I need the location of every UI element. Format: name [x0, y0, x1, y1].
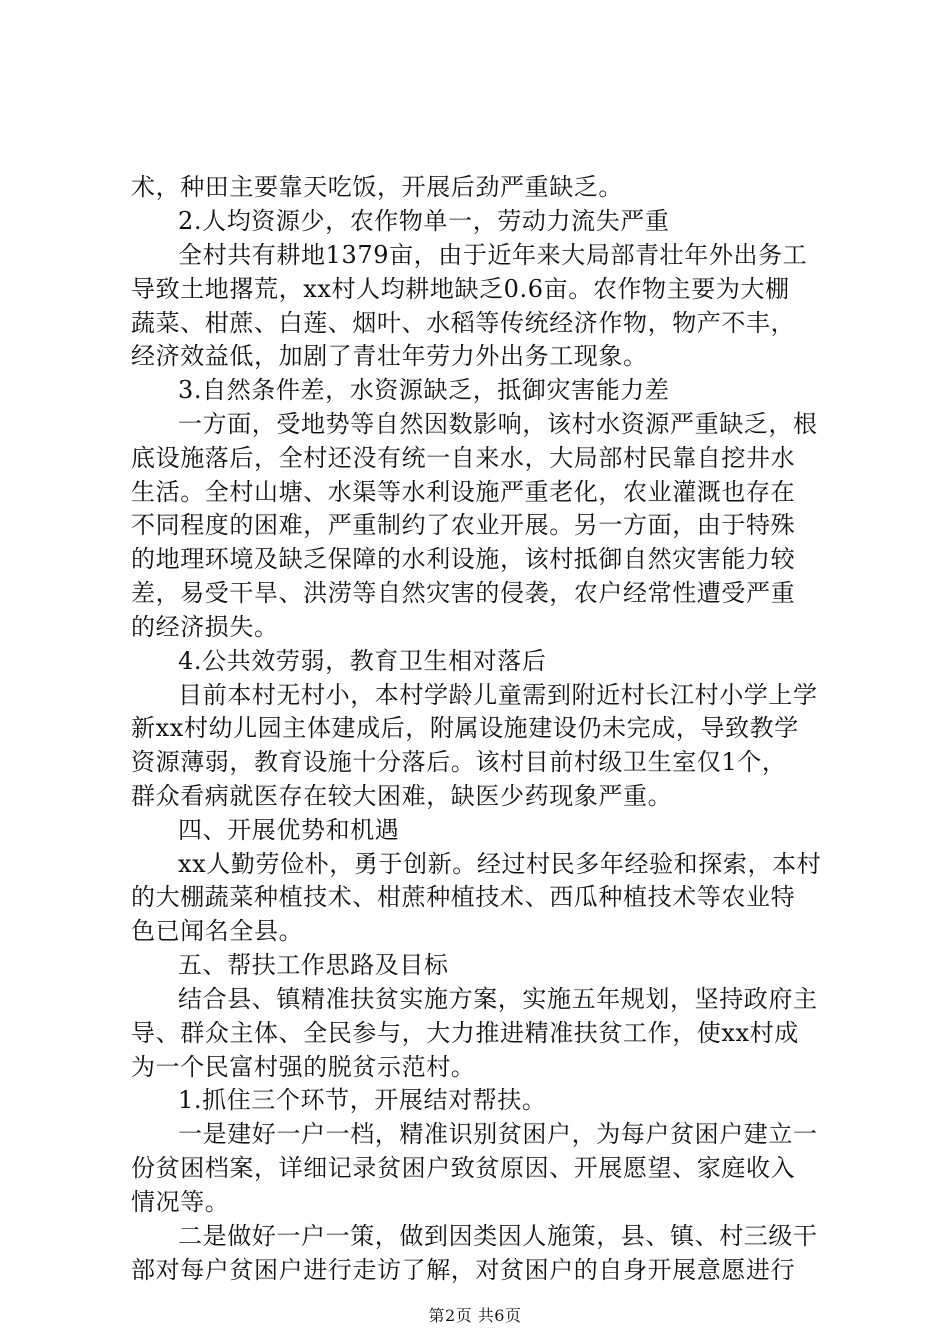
text-line: 导致土地撂荒，xx村人均耕地缺乏0.6亩。农作物主要为大棚	[131, 275, 790, 303]
text-line: 目前本村无村小，本村学龄儿童需到附近村长江村小学上学	[178, 681, 818, 709]
text-line: 色已闻名全县。	[131, 917, 304, 945]
text-line: xx人勤劳俭朴，勇于创新。经过村民多年经验和探索，本村	[178, 850, 822, 878]
text-line: 术，种田主要靠天吃饭，开展后劲严重缺乏。	[131, 173, 623, 201]
text-line: 新xx村幼儿园主体建成后，附属设施建设仍未完成，导致教学	[131, 714, 799, 742]
section-heading: 五、帮扶工作思路及目标	[178, 951, 449, 979]
text-line: 二是做好一户一策，做到因类因人施策，县、镇、村三级干	[178, 1222, 818, 1250]
text-line: 群众看病就医存在较大困难，缺医少药现象严重。	[131, 782, 673, 810]
section-heading: 4.公共效劳弱，教育卫生相对落后	[178, 647, 547, 675]
page-number-footer: 第2页 共6页	[428, 1306, 522, 1325]
text-line: 蔬菜、柑蔗、白莲、烟叶、水稻等传统经济作物，物产不丰，	[131, 309, 796, 337]
text-line: 份贫困档案，详细记录贫困户致贫原因、开展愿望、家庭收入	[131, 1154, 796, 1182]
text-line: 资源薄弱，教育设施十分落后。该村目前村级卫生室仅1个，	[131, 748, 787, 776]
text-line: 的大棚蔬菜种植技术、柑蔗种植技术、西瓜种植技术等农业特	[131, 883, 796, 911]
text-line: 全村共有耕地1379亩，由于近年来大局部青壮年外出务工	[178, 241, 808, 269]
text-line: 不同程度的困难，严重制约了农业开展。另一方面，由于特殊	[131, 511, 796, 539]
text-line: 的经济损失。	[131, 613, 279, 641]
text-line: 一是建好一户一档，精准识别贫困户，为每户贫困户建立一	[178, 1120, 818, 1148]
text-line: 生活。全村山塘、水渠等水利设施严重老化，农业灌溉也存在	[131, 478, 796, 506]
text-line: 的地理环境及缺乏保障的水利设施，该村抵御自然灾害能力较	[131, 545, 796, 573]
text-line: 导、群众主体、全民参与，大力推进精准扶贫工作，使xx村成	[131, 1019, 799, 1047]
section-heading: 2.人均资源少，农作物单一，劳动力流失严重	[178, 207, 670, 235]
section-heading: 1.抓住三个环节，开展结对帮扶。	[178, 1086, 547, 1114]
text-line: 差，易受干旱、洪涝等自然灾害的侵袭，农户经常性遭受严重	[131, 579, 796, 607]
text-line: 一方面，受地势等自然因数影响，该村水资源严重缺乏，根	[178, 410, 818, 438]
section-heading: 四、开展优势和机遇	[178, 816, 400, 844]
text-line: 情况等。	[131, 1188, 230, 1216]
text-line: 为一个民富村强的脱贫示范村。	[131, 1053, 476, 1081]
text-line: 经济效益低，加剧了青壮年劳力外出务工现象。	[131, 342, 648, 370]
text-line: 结合县、镇精准扶贫实施方案，实施五年规划，坚持政府主	[178, 985, 818, 1013]
text-line: 部对每户贫困户进行走访了解，对贫困户的自身开展意愿进行	[131, 1256, 796, 1284]
text-line: 底设施落后，全村还没有统一自来水，大局部村民靠自挖井水	[131, 444, 796, 472]
section-heading: 3.自然条件差，水资源缺乏，抵御灾害能力差	[178, 376, 670, 404]
